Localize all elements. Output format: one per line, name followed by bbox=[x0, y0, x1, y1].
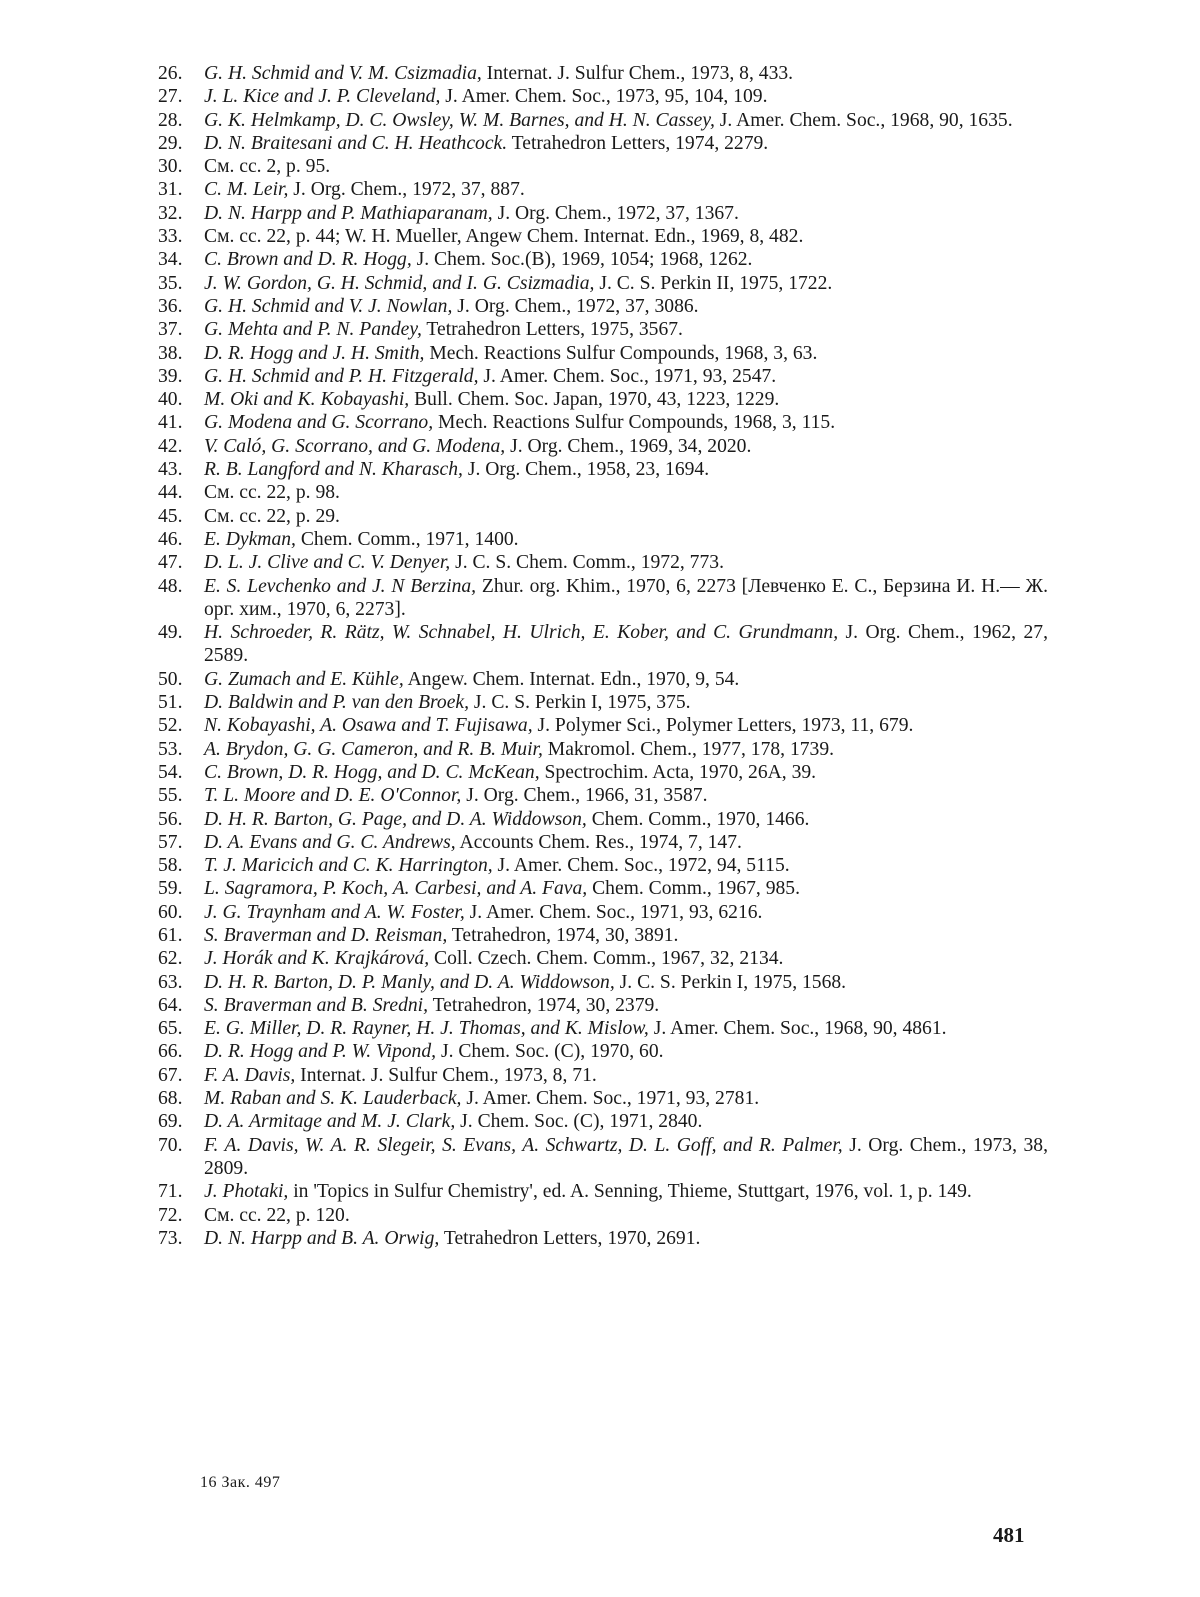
reference-authors: D. A. Evans and G. C. Andrews, bbox=[204, 831, 456, 853]
reference-source: J. C. S. Chem. Comm., 1972, 773. bbox=[450, 552, 724, 574]
reference-number: 53. bbox=[158, 738, 183, 760]
reference-text bbox=[204, 621, 1048, 668]
reference-text bbox=[204, 877, 1048, 900]
reference-authors: E. S. Levchenko and J. N Berzina, bbox=[204, 575, 477, 597]
reference-source: J. C. S. Perkin II, 1975, 1722. bbox=[594, 272, 833, 294]
reference-source: Mech. Reactions Sulfur Compounds, 1968, 3, 63. bbox=[424, 342, 818, 364]
reference-item bbox=[158, 877, 1048, 900]
reference-authors: J. Photaki, bbox=[204, 1181, 289, 1203]
reference-number: 71. bbox=[158, 1181, 183, 1203]
reference-item bbox=[158, 318, 1048, 341]
reference-number: 69. bbox=[158, 1111, 183, 1133]
reference-source: Makromol. Chem., 1977, 178, 1739. bbox=[542, 738, 835, 760]
reference-authors: C. Brown, D. R. Hogg, and D. C. McKean, bbox=[204, 761, 540, 783]
reference-item bbox=[158, 1204, 1048, 1227]
reference-source: J. Org. Chem., 1969, 34, 2020. bbox=[505, 435, 752, 457]
reference-authors: D. H. R. Barton, G. Page, and D. A. Widdowson, bbox=[204, 808, 587, 830]
reference-number: 63. bbox=[158, 971, 183, 993]
reference-text bbox=[204, 62, 1048, 85]
reference-source: J. Amer. Chem. Soc., 1971, 93, 2781. bbox=[461, 1088, 760, 1110]
reference-item bbox=[158, 225, 1048, 248]
reference-source: См. cc. 22, p. 29. bbox=[204, 505, 340, 527]
reference-text bbox=[204, 248, 1048, 271]
reference-authors: R. B. Langford and N. Kharasch, bbox=[204, 459, 463, 481]
reference-number: 34. bbox=[158, 249, 183, 271]
reference-number: 38. bbox=[158, 342, 183, 364]
reference-source: J. Amer. Chem. Soc., 1968, 90, 4861. bbox=[648, 1018, 947, 1040]
reference-number: 58. bbox=[158, 855, 183, 877]
reference-source: Tetrahedron, 1974, 30, 3891. bbox=[447, 924, 679, 946]
reference-source: J. C. S. Perkin I, 1975, 375. bbox=[469, 692, 691, 714]
reference-item bbox=[158, 365, 1048, 388]
reference-source: J. Amer. Chem. Soc., 1971, 93, 6216. bbox=[464, 901, 763, 923]
reference-source: J. Chem. Soc. (C), 1970, 60. bbox=[436, 1041, 664, 1063]
reference-authors: D. L. J. Clive and C. V. Denyer, bbox=[204, 552, 451, 574]
reference-item bbox=[158, 714, 1048, 737]
reference-source: J. Org. Chem., 1966, 31, 3587. bbox=[461, 785, 708, 807]
reference-number: 65. bbox=[158, 1018, 183, 1040]
reference-source: Chem. Comm., 1971, 1400. bbox=[295, 528, 519, 550]
reference-item bbox=[158, 621, 1048, 668]
reference-text bbox=[204, 831, 1048, 854]
reference-source: Internat. J. Sulfur Chem., 1973, 8, 71. bbox=[295, 1064, 597, 1086]
reference-number: 54. bbox=[158, 761, 183, 783]
reference-number: 29. bbox=[158, 132, 183, 154]
reference-authors: L. Sagramora, P. Koch, A. Carbesi, and A. Fava, bbox=[204, 878, 588, 900]
reference-item bbox=[158, 411, 1048, 434]
page-number: 481 bbox=[993, 1523, 1025, 1547]
reference-text bbox=[204, 808, 1048, 831]
reference-item bbox=[158, 85, 1048, 108]
reference-text bbox=[204, 155, 1048, 178]
reference-number: 27. bbox=[158, 86, 183, 108]
reference-text bbox=[204, 1064, 1048, 1087]
reference-item bbox=[158, 1087, 1048, 1110]
reference-source: J. Amer. Chem. Soc., 1973, 95, 104, 109. bbox=[440, 86, 768, 108]
reference-item bbox=[158, 481, 1048, 504]
reference-item bbox=[158, 1110, 1048, 1133]
reference-item bbox=[158, 248, 1048, 271]
reference-text bbox=[204, 1087, 1048, 1110]
reference-text bbox=[204, 1040, 1048, 1063]
reference-item bbox=[158, 295, 1048, 318]
reference-number: 73. bbox=[158, 1227, 183, 1249]
reference-authors: D. N. Harpp and B. A. Orwig, bbox=[204, 1227, 440, 1249]
reference-text bbox=[204, 202, 1048, 225]
reference-number: 39. bbox=[158, 365, 183, 387]
reference-item bbox=[158, 272, 1048, 295]
reference-authors: T. J. Maricich and C. K. Harrington, bbox=[204, 855, 493, 877]
reference-source: J. Amer. Chem. Soc., 1971, 93, 2547. bbox=[478, 365, 777, 387]
reference-authors: F. A. Davis, W. A. R. Slegeir, S. Evans, A. Schwartz, D. L. Goff, and R. Palmer, bbox=[204, 1134, 843, 1156]
reference-source: Tetrahedron Letters, 1974, 2279. bbox=[507, 132, 769, 154]
reference-source: in 'Topics in Sulfur Chemistry', ed. A. Senning, Thieme, Stuttgart, 1976, vol. 1, p. 149. bbox=[288, 1181, 972, 1203]
reference-text bbox=[204, 924, 1048, 947]
reference-text bbox=[204, 411, 1048, 434]
reference-text bbox=[204, 714, 1048, 737]
reference-number: 67. bbox=[158, 1064, 183, 1086]
reference-number: 68. bbox=[158, 1088, 183, 1110]
reference-number: 30. bbox=[158, 156, 183, 178]
reference-authors: V. Caló, G. Scorrano, and G. Modena, bbox=[204, 435, 506, 457]
reference-authors: G. H. Schmid and P. H. Fitzgerald, bbox=[204, 365, 479, 387]
reference-item bbox=[158, 971, 1048, 994]
reference-authors: J. Horák and K. Krajkárová, bbox=[204, 948, 430, 970]
reference-text bbox=[204, 1110, 1048, 1133]
reference-number: 43. bbox=[158, 459, 183, 481]
reference-number: 49. bbox=[158, 622, 183, 644]
reference-item bbox=[158, 761, 1048, 784]
reference-number: 44. bbox=[158, 482, 183, 504]
reference-number: 42. bbox=[158, 435, 183, 457]
reference-item bbox=[158, 854, 1048, 877]
reference-source: Accounts Chem. Res., 1974, 7, 147. bbox=[455, 831, 742, 853]
reference-number: 41. bbox=[158, 412, 183, 434]
reference-source: Bull. Chem. Soc. Japan, 1970, 43, 1223, 1229. bbox=[409, 389, 780, 411]
reference-source: Spectrochim. Acta, 1970, 26A, 39. bbox=[539, 761, 817, 783]
reference-authors: J. G. Traynham and A. W. Foster, bbox=[204, 901, 465, 923]
reference-source: Internat. J. Sulfur Chem., 1973, 8, 433. bbox=[481, 63, 794, 84]
reference-number: 62. bbox=[158, 948, 183, 970]
reference-number: 33. bbox=[158, 226, 183, 248]
reference-text bbox=[204, 225, 1048, 248]
reference-item bbox=[158, 458, 1048, 481]
reference-source: J. Polymer Sci., Polymer Letters, 1973, 11, 679. bbox=[532, 715, 914, 737]
reference-authors: M. Oki and K. Kobayashi, bbox=[204, 389, 410, 411]
reference-text bbox=[204, 272, 1048, 295]
reference-authors: D. R. Hogg and J. H. Smith, bbox=[204, 342, 425, 364]
reference-number: 52. bbox=[158, 715, 183, 737]
reference-text bbox=[204, 342, 1048, 365]
reference-number: 51. bbox=[158, 692, 183, 714]
reference-source: Chem. Comm., 1970, 1466. bbox=[586, 808, 810, 830]
reference-authors: H. Schroeder, R. Rätz, W. Schnabel, H. Ulrich, E. Kober, and C. Grundmann, bbox=[204, 622, 839, 644]
reference-source: J. Org. Chem., 1972, 37, 887. bbox=[288, 179, 525, 201]
reference-number: 32. bbox=[158, 202, 183, 224]
reference-source: J. Org. Chem., 1962, 27, 2589. bbox=[204, 622, 1048, 667]
reference-authors: E. G. Miller, D. R. Rayner, H. J. Thomas, and K. Mislow, bbox=[204, 1018, 649, 1040]
reference-text bbox=[204, 435, 1048, 458]
reference-item bbox=[158, 109, 1048, 132]
reference-text bbox=[204, 132, 1048, 155]
reference-item bbox=[158, 947, 1048, 970]
reference-source: Zhur. org. Khim., 1970, 6, 2273 [Левченко Е. С., Берзина И. Н.— Ж. орг. хим., 1970, 6, 2273]. bbox=[204, 575, 1049, 620]
reference-authors: E. Dykman, bbox=[204, 528, 296, 550]
reference-item bbox=[158, 1134, 1048, 1181]
reference-text bbox=[204, 691, 1048, 714]
reference-text bbox=[204, 761, 1048, 784]
reference-text bbox=[204, 528, 1048, 551]
reference-item bbox=[158, 1064, 1048, 1087]
reference-item bbox=[158, 994, 1048, 1017]
reference-item bbox=[158, 1040, 1048, 1063]
reference-source: J. Amer. Chem. Soc., 1968, 90, 1635. bbox=[714, 109, 1013, 131]
reference-item bbox=[158, 808, 1048, 831]
reference-source: Tetrahedron, 1974, 30, 2379. bbox=[428, 994, 660, 1016]
reference-number: 70. bbox=[158, 1134, 183, 1156]
reference-source: Chem. Comm., 1967, 985. bbox=[587, 878, 801, 900]
reference-authors: G. Mehta and P. N. Pandey, bbox=[204, 319, 422, 341]
reference-list bbox=[158, 62, 1048, 1250]
reference-item bbox=[158, 738, 1048, 761]
reference-text bbox=[204, 575, 1048, 622]
reference-authors: T. L. Moore and D. E. O'Connor, bbox=[204, 785, 462, 807]
reference-authors: J. L. Kice and J. P. Cleveland, bbox=[204, 86, 441, 108]
reference-text bbox=[204, 1017, 1048, 1040]
reference-authors: D. R. Hogg and P. W. Vipond, bbox=[204, 1041, 437, 1063]
reference-text bbox=[204, 854, 1048, 877]
reference-authors: S. Braverman and D. Reisman, bbox=[204, 924, 448, 946]
reference-source: Coll. Czech. Chem. Comm., 1967, 32, 2134. bbox=[429, 948, 784, 970]
reference-authors: M. Raban and S. K. Lauderback, bbox=[204, 1088, 462, 1110]
reference-number: 64. bbox=[158, 994, 183, 1016]
reference-source: J. C. S. Perkin I, 1975, 1568. bbox=[614, 971, 847, 993]
reference-number: 66. bbox=[158, 1041, 183, 1063]
reference-item bbox=[158, 342, 1048, 365]
reference-item bbox=[158, 155, 1048, 178]
reference-text bbox=[204, 365, 1048, 388]
reference-number: 47. bbox=[158, 552, 183, 574]
reference-text bbox=[204, 1180, 1048, 1203]
reference-text bbox=[204, 994, 1048, 1017]
reference-number: 60. bbox=[158, 901, 183, 923]
reference-number: 61. bbox=[158, 924, 183, 946]
reference-item bbox=[158, 691, 1048, 714]
reference-source: J. Org. Chem., 1972, 37, 3086. bbox=[452, 295, 699, 317]
reference-number: 48. bbox=[158, 575, 183, 597]
reference-text bbox=[204, 295, 1048, 318]
reference-number: 26. bbox=[158, 63, 183, 84]
reference-source: См. cc. 22, p. 44; W. H. Mueller, Angew Chem. Internat. Edn., 1969, 8, 482. bbox=[204, 226, 804, 248]
reference-number: 59. bbox=[158, 878, 183, 900]
reference-source: См. cc. 2, p. 95. bbox=[204, 156, 331, 178]
reference-text bbox=[204, 784, 1048, 807]
reference-authors: G. Modena and G. Scorrano, bbox=[204, 412, 434, 434]
reference-text bbox=[204, 947, 1048, 970]
reference-source: J. Chem. Soc. (C), 1971, 2840. bbox=[455, 1111, 703, 1133]
reference-authors: C. M. Leir, bbox=[204, 179, 289, 201]
reference-authors: J. W. Gordon, G. H. Schmid, and I. G. Csizmadia, bbox=[204, 272, 595, 294]
reference-text bbox=[204, 458, 1048, 481]
reference-authors: N. Kobayashi, A. Osawa and T. Fujisawa, bbox=[204, 715, 533, 737]
reference-authors: D. N. Braitesani and C. H. Heathcock. bbox=[204, 132, 508, 154]
reference-text bbox=[204, 551, 1048, 574]
reference-authors: F. A. Davis, bbox=[204, 1064, 296, 1086]
reference-text bbox=[204, 1227, 1048, 1250]
reference-text bbox=[204, 668, 1048, 691]
reference-text bbox=[204, 1204, 1048, 1227]
reference-authors: D. H. R. Barton, D. P. Manly, and D. A. Widdowson, bbox=[204, 971, 615, 993]
reference-number: 31. bbox=[158, 179, 183, 201]
reference-source: Mech. Reactions Sulfur Compounds, 1968, 3, 115. bbox=[433, 412, 836, 434]
reference-authors: D. N. Harpp and P. Mathiaparanam, bbox=[204, 202, 493, 224]
reference-item bbox=[158, 901, 1048, 924]
reference-source: J. Org. Chem., 1972, 37, 1367. bbox=[492, 202, 739, 224]
reference-authors: G. H. Schmid and V. M. Csizmadia, bbox=[204, 63, 482, 84]
reference-text bbox=[204, 388, 1048, 411]
reference-item bbox=[158, 388, 1048, 411]
reference-item bbox=[158, 1017, 1048, 1040]
reference-text bbox=[204, 505, 1048, 528]
reference-source: См. cc. 22, p. 98. bbox=[204, 482, 340, 504]
reference-text bbox=[204, 318, 1048, 341]
reference-text bbox=[204, 85, 1048, 108]
reference-number: 35. bbox=[158, 272, 183, 294]
reference-text bbox=[204, 481, 1048, 504]
printer-signature: 16 Зак. 497 bbox=[200, 1474, 281, 1491]
reference-number: 40. bbox=[158, 389, 183, 411]
reference-authors: G. K. Helmkamp, D. C. Owsley, W. M. Barnes, and H. N. Cassey, bbox=[204, 109, 715, 131]
reference-item bbox=[158, 1227, 1048, 1250]
reference-authors: S. Braverman and B. Sredni, bbox=[204, 994, 429, 1016]
reference-text bbox=[204, 178, 1048, 201]
reference-authors: G. H. Schmid and V. J. Nowlan, bbox=[204, 295, 453, 317]
reference-item bbox=[158, 784, 1048, 807]
reference-authors: G. Zumach and E. Kühle, bbox=[204, 668, 404, 690]
reference-item bbox=[158, 1180, 1048, 1203]
reference-number: 72. bbox=[158, 1204, 183, 1226]
reference-item bbox=[158, 505, 1048, 528]
reference-authors: C. Brown and D. R. Hogg, bbox=[204, 249, 412, 271]
reference-number: 57. bbox=[158, 831, 183, 853]
reference-item bbox=[158, 668, 1048, 691]
reference-authors: D. Baldwin and P. van den Broek, bbox=[204, 692, 470, 714]
reference-item bbox=[158, 575, 1048, 622]
reference-item bbox=[158, 178, 1048, 201]
reference-item bbox=[158, 132, 1048, 155]
reference-source: J. Org. Chem., 1973, 38, 2809. bbox=[204, 1134, 1048, 1179]
reference-item bbox=[158, 435, 1048, 458]
reference-source: Tetrahedron Letters, 1970, 2691. bbox=[439, 1227, 701, 1249]
reference-source: Tetrahedron Letters, 1975, 3567. bbox=[421, 319, 683, 341]
reference-text bbox=[204, 971, 1048, 994]
reference-number: 45. bbox=[158, 505, 183, 527]
reference-source: J. Chem. Soc.(B), 1969, 1054; 1968, 1262. bbox=[411, 249, 753, 271]
reference-item bbox=[158, 924, 1048, 947]
reference-item bbox=[158, 831, 1048, 854]
reference-source: J. Amer. Chem. Soc., 1972, 94, 5115. bbox=[492, 855, 790, 877]
reference-number: 36. bbox=[158, 295, 183, 317]
reference-number: 56. bbox=[158, 808, 183, 830]
reference-source: См. cc. 22, p. 120. bbox=[204, 1204, 350, 1226]
reference-authors: A. Brydon, G. G. Cameron, and R. B. Muir, bbox=[204, 738, 543, 760]
reference-number: 46. bbox=[158, 528, 183, 550]
reference-text bbox=[204, 1134, 1048, 1181]
reference-number: 55. bbox=[158, 785, 183, 807]
reference-number: 28. bbox=[158, 109, 183, 131]
reference-text bbox=[204, 901, 1048, 924]
reference-text bbox=[204, 109, 1048, 132]
reference-item bbox=[158, 528, 1048, 551]
reference-item bbox=[158, 202, 1048, 225]
reference-text bbox=[204, 738, 1048, 761]
reference-number: 37. bbox=[158, 319, 183, 341]
reference-item bbox=[158, 62, 1048, 85]
reference-number: 50. bbox=[158, 668, 183, 690]
reference-source: J. Org. Chem., 1958, 23, 1694. bbox=[462, 459, 710, 481]
reference-source: Angew. Chem. Internat. Edn., 1970, 9, 54. bbox=[403, 668, 740, 690]
reference-item bbox=[158, 551, 1048, 574]
reference-authors: D. A. Armitage and M. J. Clark, bbox=[204, 1111, 456, 1133]
